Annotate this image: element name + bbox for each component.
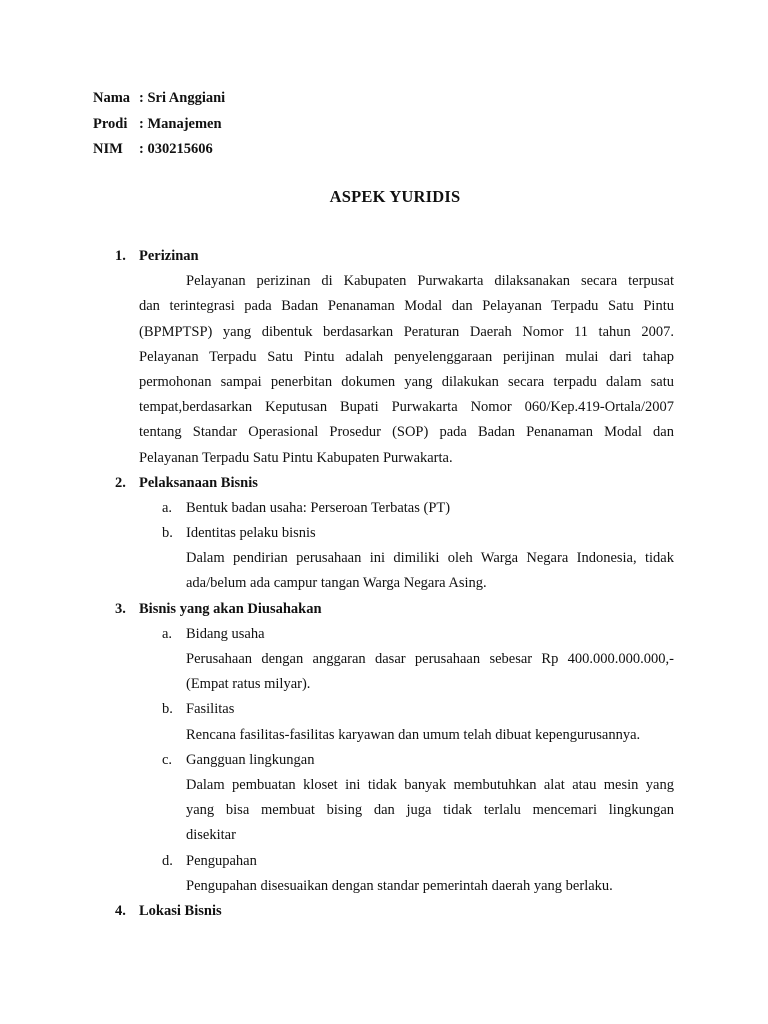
item-title: Bentuk badan usaha: Perseroan Terbatas (PT) [186, 499, 451, 516]
nim-row [93, 137, 225, 163]
nim-value: : 030215606 [139, 141, 213, 157]
prodi-row [93, 112, 225, 138]
item-letter: a. [162, 499, 173, 516]
item-text-line [0, 672, 768, 697]
item-text-line [0, 874, 768, 899]
item-text: yang bisa membuat bising dan juga tidak terlalu mencemari lingkungan [186, 802, 674, 819]
item-text: disekitar [186, 827, 236, 844]
item-text-line [0, 546, 768, 571]
name-value: : Sri Anggiani [139, 90, 226, 106]
item-text: ada/belum ada campur tangan Warga Negara Asing. [186, 575, 487, 592]
item-title: Fasilitas [186, 701, 235, 718]
item-title: Gangguan lingkungan [186, 751, 315, 768]
paragraph-line [0, 294, 768, 319]
section-number: 3. [115, 600, 126, 617]
document-body [0, 244, 768, 924]
item-text-line [0, 647, 768, 672]
item-text: Perusahaan dengan anggaran dasar perusahaan sebesar Rp 400.000.000.000,- [186, 651, 674, 667]
paragraph-text: (BPMPTSP) yang dibentuk berdasarkan Peraturan Daerah Nomor 11 tahun 2007. [139, 323, 674, 340]
section-title: Bisnis yang akan Diusahakan [139, 600, 322, 617]
section-number: 1. [115, 248, 126, 264]
paragraph-text: Pelayanan perizinan di Kabupaten Purwakarta dilaksanakan secara terpusat [186, 273, 674, 290]
item-text: (Empat ratus milyar). [186, 676, 311, 693]
item-text-line [0, 823, 768, 848]
paragraph-text: Pelayanan Terpadu Satu Pintu adalah penyelenggaraan perijinan mulai dari tahap [139, 348, 674, 365]
nim-label: NIM [93, 141, 123, 157]
list-item [0, 622, 768, 647]
prodi-label: Prodi [93, 115, 128, 132]
section-number: 4. [115, 902, 126, 919]
paragraph-line [0, 370, 768, 395]
item-text: Pengupahan disesuaikan dengan standar pemerintah daerah yang berlaku. [186, 877, 613, 894]
item-letter: d. [162, 852, 173, 869]
paragraph-line [0, 345, 768, 370]
paragraph-text: tentang Standar Operasional Prosedur (SOP) pada Badan Penanaman Modal dan [139, 424, 674, 441]
item-text: Dalam pendirian perusahaan ini dimiliki oleh Warga Negara Indonesia, tidak [186, 550, 674, 567]
item-text-line [0, 723, 768, 748]
prodi-value: : Manajemen [139, 115, 222, 132]
section-title: Perizinan [139, 248, 199, 264]
item-text-line [0, 798, 768, 823]
paragraph-line [0, 320, 768, 345]
item-letter: a. [162, 625, 173, 642]
name-row [93, 86, 225, 112]
item-title: Bidang usaha [186, 625, 265, 642]
list-item [0, 697, 768, 722]
list-item [0, 748, 768, 773]
paragraph-line [0, 395, 768, 420]
paragraph-text: dan terintegrasi pada Badan Penanaman Modal dan Pelayanan Terpadu Satu Pintu [139, 298, 674, 315]
paragraph-text: permohonan sampai penerbitan dokumen yang dilakukan secara terpadu dalam satu [139, 373, 674, 390]
item-text-line [0, 773, 768, 798]
item-title: Identitas pelaku bisnis [186, 525, 316, 542]
document-title: ASPEK YURIDIS [329, 187, 461, 206]
section-heading [0, 471, 768, 496]
list-item [0, 521, 768, 546]
paragraph-line [0, 420, 768, 445]
section-title: Pelaksanaan Bisnis [139, 474, 258, 491]
section-number: 2. [115, 474, 126, 491]
paragraph-text: tempat,berdasarkan Keputusan Bupati Purwakarta Nomor 060/Kep.419-Ortala/2007 [139, 399, 674, 416]
paragraph-line [0, 269, 768, 294]
item-text: Dalam pembuatan kloset ini tidak banyak membutuhkan alat atau mesin yang [186, 776, 674, 793]
paragraph-text: Pelayanan Terpadu Satu Pintu Kabupaten Purwakarta. [139, 449, 453, 466]
paragraph-line [0, 446, 768, 471]
item-title: Pengupahan [186, 852, 257, 869]
section-title: Lokasi Bisnis [139, 902, 222, 919]
student-info [93, 86, 225, 163]
section-heading [0, 244, 768, 269]
item-letter: b. [162, 525, 173, 542]
item-letter: b. [162, 701, 173, 718]
item-text: Rencana fasilitas-fasilitas karyawan dan umum telah dibuat kepengurusannya. [186, 726, 641, 743]
section-heading [0, 597, 768, 622]
list-item [0, 496, 768, 521]
item-letter: c. [162, 751, 173, 768]
section-heading [0, 899, 768, 924]
list-item [0, 849, 768, 874]
name-label: Nama [93, 90, 131, 106]
item-text-line [0, 571, 768, 596]
